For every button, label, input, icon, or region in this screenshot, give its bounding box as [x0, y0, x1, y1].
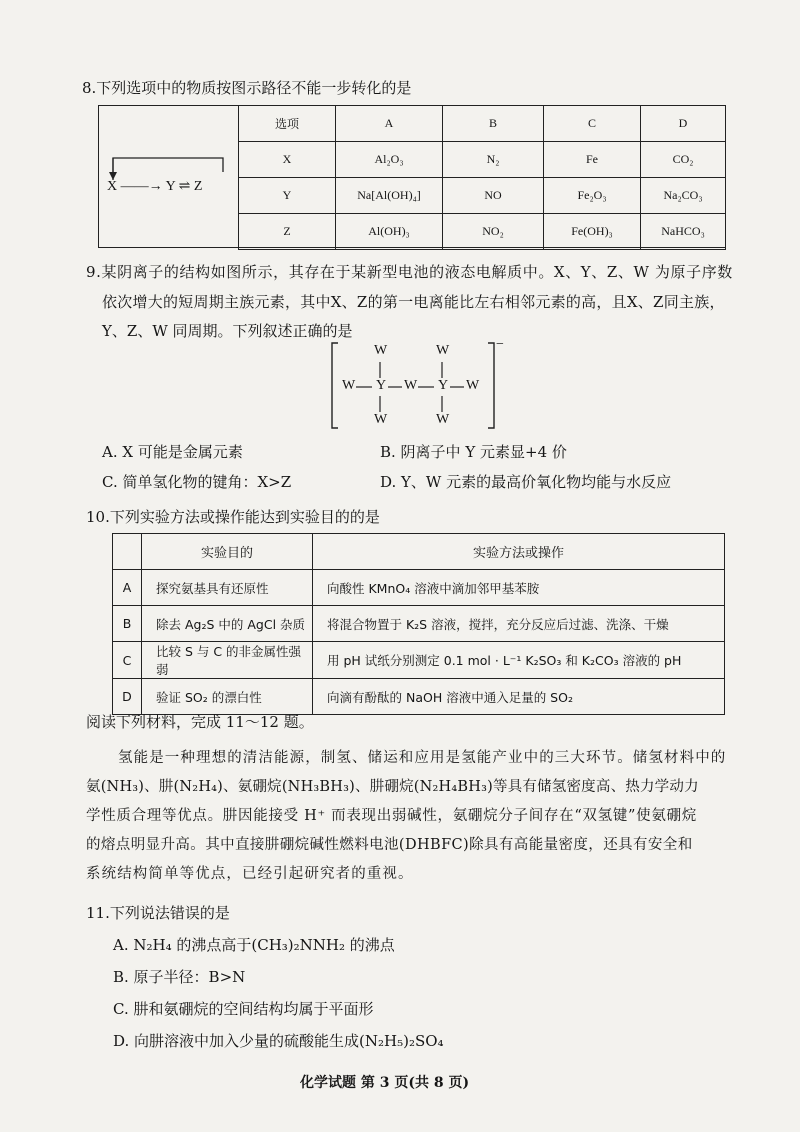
q8-header: 选项: [239, 106, 336, 142]
q9-option-b: B. 阴离子中 Y 元素显+4 价: [380, 443, 567, 461]
q11-stem: 11.下列说法错误的是: [86, 904, 230, 922]
q10-header: 实验方法或操作: [313, 534, 725, 570]
q8-cell: NO₂: [443, 214, 544, 250]
atom-w: W: [374, 343, 388, 358]
page-footer: 化学试题 第 3 页(共 8 页): [300, 1075, 470, 1091]
q10-method: 向滴有酚酞的 NaOH 溶液中通入足量的 SO₂: [313, 679, 725, 715]
q8-stem: 8.下列选项中的物质按图示路径不能一步转化的是: [82, 79, 412, 97]
q8-cell: NO: [443, 178, 544, 214]
q10-row-label: D: [113, 679, 142, 715]
reading-intro: 阅读下列材料，完成 11～12 题。: [86, 713, 314, 731]
q8-cell: Z: [239, 214, 336, 250]
q10-purpose: 比较 S 与 C 的非金属性强弱: [142, 642, 313, 679]
atom-w: W: [466, 378, 480, 393]
reading-line: 氢能是一种理想的清洁能源，制氢、储运和应用是氢能产业中的三大环节。储氢材料中的: [118, 750, 727, 766]
anion-structure: [330, 337, 505, 432]
q10-table: [112, 533, 725, 715]
q9-line3: Y、Z、W 同周期。下列叙述正确的是: [102, 322, 353, 340]
atom-y: Y: [376, 378, 387, 393]
q10-header: 实验目的: [142, 534, 313, 570]
q8-header: D: [641, 106, 726, 142]
q8-cell: N₂: [443, 142, 544, 178]
q9-line2: 依次增大的短周期主族元素，其中X、Z的第一电离能比左右相邻元素的高，且X、Z同主族，: [102, 293, 725, 311]
q9-option-c: C. 简单氢化物的键角：X>Z: [102, 473, 292, 491]
q8-box: [98, 105, 726, 248]
q10-row-label: A: [113, 570, 142, 606]
q8-cell: Fe₂O₃: [544, 178, 641, 214]
q8-cell: NaHCO₃: [641, 214, 726, 250]
atom-w: W: [374, 412, 388, 427]
q11-option-d: D. 向肼溶液中加入少量的硫酸能生成(N₂H₅)₂SO₄: [113, 1032, 444, 1050]
q9-option-a: A. X 可能是金属元素: [102, 443, 243, 461]
q9-line1: 9.某阴离子的结构如图所示，其存在于某新型电池的液态电解质中。X、Y、Z、W 为原子序数: [86, 263, 733, 281]
q11-option-c: C. 肼和氨硼烷的空间结构均属于平面形: [113, 1000, 374, 1018]
q8-cell: Fe: [544, 142, 641, 178]
reading-line: 的熔点明显升高。其中直接肼硼烷碱性燃料电池(DHBFC)除具有高能量密度，还具有安全和: [86, 837, 693, 853]
reading-line: 学性质合理等优点。肼因能接受 H⁺ 而表现出弱碱性，氨硼烷分子间存在“双氢键”使氨硼烷: [86, 808, 697, 824]
atom-w: W: [436, 343, 450, 358]
q11-option-b: B. 原子半径：B>N: [113, 968, 246, 986]
q8-cell: Fe(OH)₃: [544, 214, 641, 250]
atom-y: Y: [438, 378, 449, 393]
q10-row-label: C: [113, 642, 142, 679]
q10-method: 用 pH 试纸分别测定 0.1 mol · L⁻¹ K₂SO₃ 和 K₂CO₃ 溶液的 pH: [313, 642, 725, 679]
reading-line: 系统结构简单等优点，已经引起研究者的重视。: [86, 866, 414, 882]
q10-row-label: B: [113, 606, 142, 642]
q8-diagram: [99, 106, 239, 247]
q8-header: B: [443, 106, 544, 142]
q8-header: C: [544, 106, 641, 142]
atom-w: W: [342, 378, 356, 393]
q10-purpose: 探究氨基具有还原性: [142, 570, 313, 606]
q10-header: [113, 534, 142, 570]
atom-w: W: [436, 412, 450, 427]
reading-line: 氨(NH₃)、肼(N₂H₄)、氨硼烷(NH₃BH₃)、肼硼烷(N₂H₄BH₃)等具有储氢密度高、热力学动力: [86, 779, 699, 795]
q10-stem: 10.下列实验方法或操作能达到实验目的的是: [86, 508, 380, 526]
q8-diagram-label: X ——→ Y ⇌ Z: [107, 179, 203, 194]
ion-charge: −: [496, 337, 504, 352]
q8-cell: Al(OH)₃: [336, 214, 443, 250]
q8-cell: Y: [239, 178, 336, 214]
q11-option-a: A. N₂H₄ 的沸点高于(CH₃)₂NNH₂ 的沸点: [113, 936, 395, 954]
q8-cell: Na[Al(OH)₄]: [336, 178, 443, 214]
q10-method: 将混合物置于 K₂S 溶液，搅拌，充分反应后过滤、洗涤、干燥: [313, 606, 725, 642]
q8-cell: CO₂: [641, 142, 726, 178]
q8-header: A: [336, 106, 443, 142]
q10-purpose: 除去 Ag₂S 中的 AgCl 杂质: [142, 606, 313, 642]
q8-cell: Al₂O₃: [336, 142, 443, 178]
q9-option-d: D. Y、W 元素的最高价氧化物均能与水反应: [380, 473, 672, 491]
q10-method: 向酸性 KMnO₄ 溶液中滴加邻甲基苯胺: [313, 570, 725, 606]
q8-table: [238, 105, 726, 250]
q10-purpose: 验证 SO₂ 的漂白性: [142, 679, 313, 715]
q8-cell: Na₂CO₃: [641, 178, 726, 214]
atom-w: W: [404, 378, 418, 393]
q8-cell: X: [239, 142, 336, 178]
